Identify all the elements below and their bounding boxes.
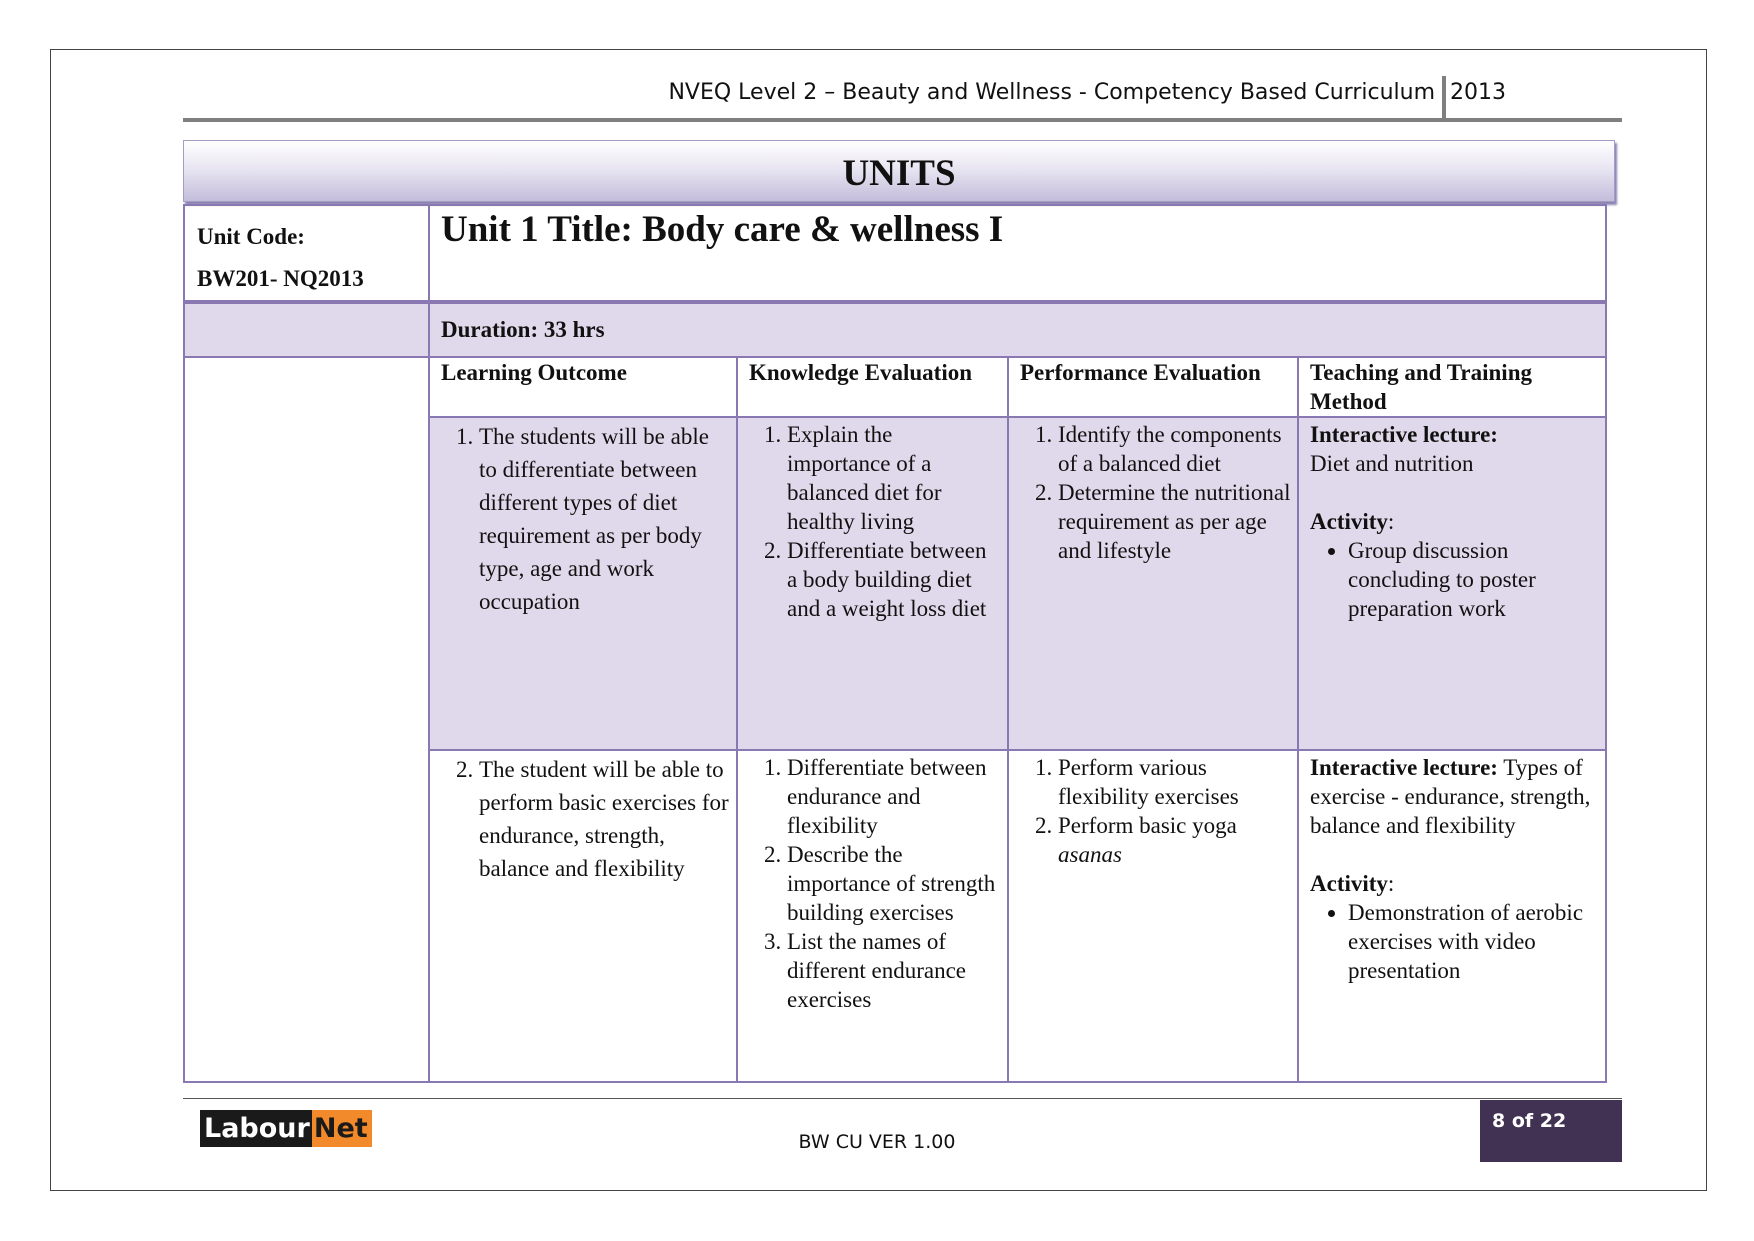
page-number-box (1480, 1100, 1622, 1162)
unit-title-row (184, 205, 1606, 302)
unit-code-label: Unit Code: (197, 224, 305, 249)
header-title: NVEQ Level 2 – Beauty and Wellness - Competency Based Curriculum (668, 80, 1435, 105)
spacer (1310, 840, 1599, 869)
activity-item: • Demonstration of aerobic exercises with video presentation (1348, 898, 1599, 985)
left-blank-cell (184, 357, 429, 1082)
performance-cell (1008, 750, 1298, 1082)
column-header-row (184, 357, 1606, 417)
unit-code-value: BW201- NQ2013 (197, 266, 364, 291)
method-cell (1298, 750, 1606, 1082)
duration-blank-cell (184, 302, 429, 357)
activity-item: • Group discussion concluding to poster preparation work (1348, 536, 1599, 623)
performance-item: 2. Determine the nutritional requirement as per age and lifestyle (1058, 478, 1291, 565)
lecture-text: Types of exercise - endurance, strength, balance and flexibility (1310, 755, 1591, 838)
performance-item (1058, 811, 1291, 869)
knowledge-item: 3. List the names of different endurance exercises (787, 927, 1001, 1014)
performance-item: 1. Identify the components of a balanced diet (1058, 420, 1291, 478)
col-performance-evaluation: Performance Evaluation (1008, 357, 1298, 417)
header-year: 2013 (1450, 80, 1506, 105)
activity-heading: Activity: (1310, 871, 1395, 896)
page-number: 8 of 22 (1492, 1110, 1567, 1132)
lecture-label: Interactive lecture: (1310, 422, 1498, 447)
col-knowledge-evaluation: Knowledge Evaluation (737, 357, 1008, 417)
performance-item-text: Perform basic yoga (1058, 813, 1237, 838)
units-heading-bar (183, 140, 1615, 202)
method-cell (1298, 417, 1606, 750)
knowledge-cell (737, 417, 1008, 750)
version-label: BW CU VER 1.00 (798, 1131, 956, 1153)
unit-title: Unit 1 Title: Body care & wellness I (429, 205, 1606, 302)
logo-part-net: Net (312, 1110, 372, 1147)
learning-outcome-cell (429, 417, 737, 750)
knowledge-item: 2. Describe the importance of strength building exercises (787, 840, 1001, 927)
activity-label: Activity (1310, 509, 1388, 534)
knowledge-item: 1. Differentiate between endurance and flexibility (787, 753, 1001, 840)
page-header (183, 76, 1622, 122)
col-teaching-method: Teaching and Training Method (1298, 357, 1606, 417)
learning-outcome-cell (429, 750, 737, 1082)
lecture-label: Interactive lecture: (1310, 755, 1498, 780)
performance-item: 1. Perform various flexibility exercises (1058, 753, 1291, 811)
header-separator (1442, 76, 1446, 118)
performance-italic-term: asanas (1058, 842, 1122, 867)
logo-part-labour: Labour (200, 1110, 312, 1147)
unit-table (183, 204, 1607, 1083)
learning-outcome-item: 1. The students will be able to differentiate between different types of diet requirement as per body type, age and work occupation (479, 420, 730, 618)
unit-code-cell (184, 205, 429, 302)
duration: Duration: 33 hrs (429, 302, 1606, 357)
performance-cell (1008, 417, 1298, 750)
footer-divider (183, 1098, 1622, 1099)
activity-heading: Activity: (1310, 509, 1395, 534)
learning-outcome-item: 2. The student will be able to perform basic exercises for endurance, strength, balance and flexibility (479, 753, 730, 885)
duration-row (184, 302, 1606, 357)
spacer (1310, 478, 1599, 507)
lecture-text: Diet and nutrition (1310, 451, 1474, 476)
col-learning-outcome: Learning Outcome (429, 357, 737, 417)
knowledge-item: 1. Explain the importance of a balanced diet for healthy living (787, 420, 1001, 536)
activity-label: Activity (1310, 871, 1388, 896)
lecture-paragraph (1310, 753, 1599, 840)
knowledge-cell (737, 750, 1008, 1082)
units-heading: UNITS (842, 153, 956, 194)
knowledge-item: 2. Differentiate between a body building diet and a weight loss diet (787, 536, 1001, 623)
